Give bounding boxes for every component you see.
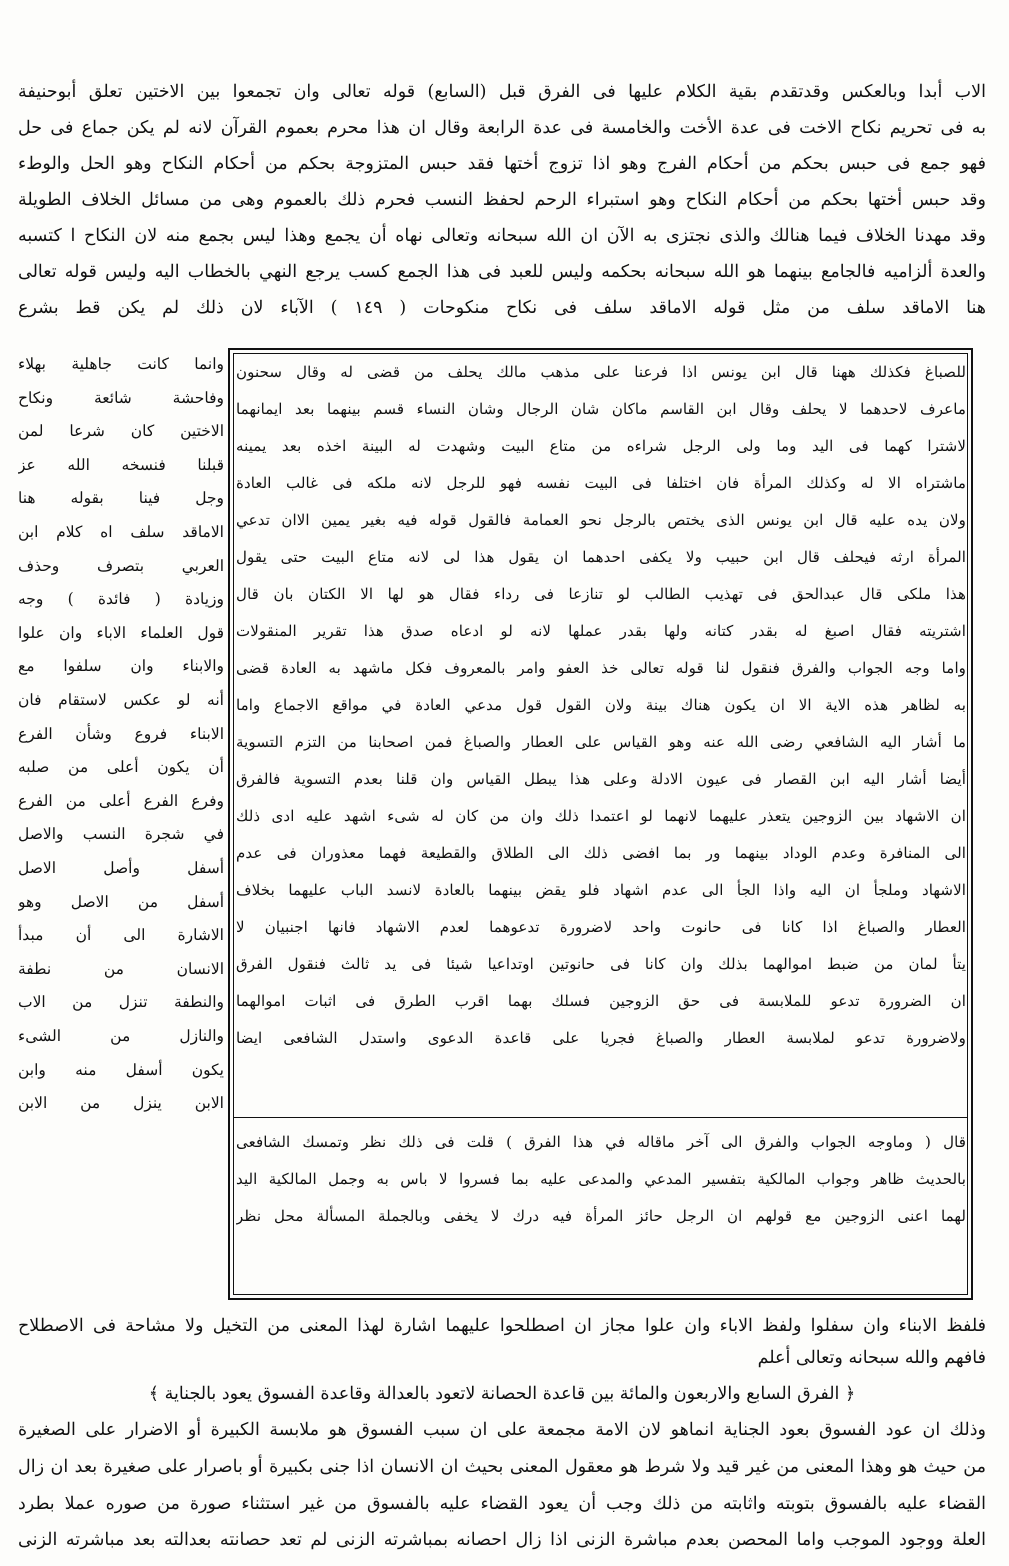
text-line: قال ( وماوجه الجواب والفرق الى آخر ماقاله في هذا الفرق ) قلت فى ذلك نظر وتمسك الشافعى: [236, 1133, 966, 1151]
section-heading: ﴿ الفرق السابع والاربعون والمائة بين قاعدة الحصانة لاتعود بالعدالة وقاعدة الفسوق يعود بالجناية ﴾: [148, 1384, 856, 1404]
text-line: الى المنافرة وعدم الوداد بينهما ور بما افضى ذلك الى الطلاق والقطيعة فهما معذوران فى عدم: [236, 844, 966, 862]
text-line: قبلنا فنسخه الله عز: [18, 456, 224, 474]
text-line: الابناء فروع وشأن الفرع: [18, 725, 224, 743]
text-line: في شجرة النسب والاصل: [18, 825, 224, 843]
text-line: لهما اعنى الزوجين مع قولهم ان الرجل حائز المرأة فيه درك لا يخفى وبالجملة المسألة محل نظر: [236, 1207, 966, 1225]
text-line: والنطفة تنزل من الاب: [18, 993, 224, 1011]
text-line: به لظاهر هذه الاية الا ان يكون هناك بينة ولان القول قول مدعي العادة في مواقع الاجماع واما: [236, 696, 966, 714]
text-line: به فى تحريم نكاح الاخت فى عدة الأخت والخامسة فى عدة الرابعة وقال ان هذا محرم بعموم القرآن لانه لم يكن جماع فى حل: [18, 118, 986, 138]
text-line: المرأة ارثه فيحلف قال ابن حبيب ولا يكفى احدهما ان يقول هذا لى لانه متاع البيت حتى يقول: [236, 548, 966, 566]
text-line: للصباغ فكذلك ههنا قال ابن يونس اذا فرعنا على مذهب مالك يحلف من قضى له وقال سحنون: [236, 363, 966, 381]
text-line: وفرع الفرع أعلى من الفرع: [18, 792, 224, 810]
text-line: فلفظ الابناء وان سفلوا ولفظ الاباء وان علوا مجاز ان اصطلحوا عليهما اشارة لهذا المعنى من التخيل ولا مشاحة فى الاصطلاح: [18, 1316, 986, 1336]
text-line: الابن ينزل من الابن: [18, 1094, 224, 1112]
text-line: العطار والصباغ اذا كانا فى حانوت واحد لاضرورة تدعوهما لعدم الاشهاد فانها اجنبيان لا: [236, 918, 966, 936]
text-line: والعدة ألزاميه فالجامع بينهما هو الله سبحانه بحكمه وليس للعبد فى هذا الجمع كسب يرجع النهي بالخطاب اليه وليس قوله تعالى: [18, 262, 986, 282]
text-line: ولاضرورة تدعو لملابسة العطار والصباغ فجريا على قاعدة الدعوى واستدل الشافعى ايضا: [236, 1029, 966, 1047]
text-line: العلة ووجود الموجب واما المحصن بعدم مباشرة الزنى اذا زال احصانه بمباشرته الزنى لم تعد حصانته بعدالته بعد مباشرته الزنى: [18, 1530, 986, 1550]
text-line: وقد حبس أختها بحكم من أحكام النكاح وهو استبراء الرحم لحفظ النسب فحرم ذلك بالعموم وهى من مسائل الخلاف الطويلة: [18, 190, 986, 210]
text-line: وذلك ان عود الفسوق بعود الجناية انماهو لان الامة مجمعة على ان سبب الفسوق هو ملابسة الكبيرة أو الاضرار على الصغيرة: [18, 1420, 986, 1440]
text-line: يكون أسفل منه وابن: [18, 1061, 224, 1079]
text-line: فافهم والله سبحانه وتعالى أعلم: [757, 1348, 986, 1368]
text-line: الاشارة الى أن مبدأ: [18, 926, 224, 944]
text-line: ان الاشهاد بين الزوجين يتعذر عليهما لانهما لو اعتمدا ذلك وان من كان له شىء اشهد عليه ادى ذلك: [236, 807, 966, 825]
text-line: أسفل وأصل الاصل: [18, 859, 224, 877]
text-line: أن يكون أعلى من صلبه: [18, 758, 224, 776]
text-line: الاختين كان شرعا لمن: [18, 422, 224, 440]
text-line: العربي بتصرف وحذف: [18, 557, 224, 575]
text-line: يتأ لمان من ضبط اموالهما بذلك وان كانا فى حانوتين اوتداعيا شيئا فى يد ثالث فنقول الفرق: [236, 955, 966, 973]
text-line: قول العلماء الاباء وان علوا: [18, 624, 224, 642]
text-line: والنازل من الشىء: [18, 1027, 224, 1045]
text-line: الاشهاد وملجأ ان اليه واذا الجأ الى عدم اشهاد فلو يقض بينهما بالعادة لانسد الباب عليهما بخلاف: [236, 881, 966, 899]
text-line: ان الضرورة تدعو للملابسة فى حق الزوجين فسلك بهما اقرب الطرق فى اثبات اموالهما: [236, 992, 966, 1010]
text-line: أنه لو عكس لاستقام فان: [18, 691, 224, 709]
text-line: وانما كانت جاهلية بهلاء: [18, 355, 224, 373]
text-line: ما أشار اليه الشافعي رضى الله عنه وهو القياس على العطار والصباغ فمن اصحابنا من التزم التسوية: [236, 733, 966, 751]
text-line: بالحديث ظاهر وجواب المالكية بتفسير المدعي والمدعى عليه بما فسروا لا باس به وجمل المالكية اليد: [236, 1170, 966, 1188]
text-line: الاب أبدا وبالعكس وقدتقدم بقية الكلام عليها فى الفرق قبل (السابع) قوله تعالى وان تجمعوا بين الاختين تعلق أبوحنيفة: [18, 82, 986, 102]
text-line: من حيث هو وهذا المعنى من غير قيد ولا شرط هو معقول المعنى بحيث ان الانسان اذا جنى بكبيرة أو باصرار على صغيرة بعد ان زال: [18, 1457, 986, 1477]
text-line: واما وجه الجواب والفرق فنقول لنا قوله تعالى خذ العفو وامر بالمعروف فكل ماشهد به العادة قضى: [236, 659, 966, 677]
text-line: وجل فينا بقوله هنا: [18, 489, 224, 507]
text-line: أيضا أشار اليه ابن القصار فى عيون الادلة وعلى هذا يبطل القياس وان قلنا بعدم التسوية فالفرق: [236, 770, 966, 788]
text-line: أسفل من الاصل وهو: [18, 893, 224, 911]
text-line-with-page-number: هنا الاماقد سلف من مثل قوله الاماقد سلف فى نكاح منكوحات ( ١٤٩ ) الآباء لان ذلك لم يكن قط بشرع: [18, 298, 986, 318]
text-line: ولان يده عليه قال ابن يونس الذى يختص بالرجل نحو العمامة فالقول قوله فيه بغير يمين الاان تدعي: [236, 511, 966, 529]
text-line: والابناء وان سلفوا مع: [18, 657, 224, 675]
commentary-divider: [233, 1117, 968, 1118]
text-line: وفاحشة شائعة ونكاح: [18, 389, 224, 407]
text-line: لاشترا كهما فى اليد وما ولى الرجل شراءه من متاع البيت وشهدت له البينة اخذه بعد يمينه: [236, 437, 966, 455]
text-line: اشتريته فقال اصبغ له بقدر كتانه ولها بقدر عملها لانه لو ادعاه صدق هذا تقرير المنقولات: [236, 622, 966, 640]
text-line: هذا ملكى قال عبدالحق فى تهذيب الطالب لو تنازعا فى رداء فقال هو لها الا الكتان بان قال: [236, 585, 966, 603]
text-line: القضاء عليه بالفسوق بتوبته واثابته من ذلك وجب أن يعود القضاء عليه بالفسوق من غير استثناء صورة من صوره عملا بطرد: [18, 1494, 986, 1514]
text-line: ماشتراه الا له وكذلك المرأة فان اختلفا فى البيت نفسه فهو للرجل لانه ملكه فى غالب العادة: [236, 474, 966, 492]
text-line: وزيادة ( فائدة ) وجه: [18, 590, 224, 608]
text-line: وقد مهدنا الخلاف فيما هنالك والذى نجتزى به الآن ان الله سبحانه وتعالى نهاه أن يجمع وهذا ليس بجمع منه لان النكاح ا كتسبه: [18, 226, 986, 246]
text-line: الاماقد سلف اه كلام ابن: [18, 523, 224, 541]
text-line: ماعرف لاحدهما لا يحلف وقال ابن القاسم ماكان شان الرجال وشان النساء قسم بينهما بعد ايمانهما: [236, 400, 966, 418]
text-line: فهو جمع فى حبس بحكم من أحكام الفرج وهو اذا تزوج أختها فقد حبس المتزوجة بحكم من أحكام النكاح وهو الحل والوطء: [18, 154, 986, 174]
text-line: الانسان من نطفة: [18, 960, 224, 978]
